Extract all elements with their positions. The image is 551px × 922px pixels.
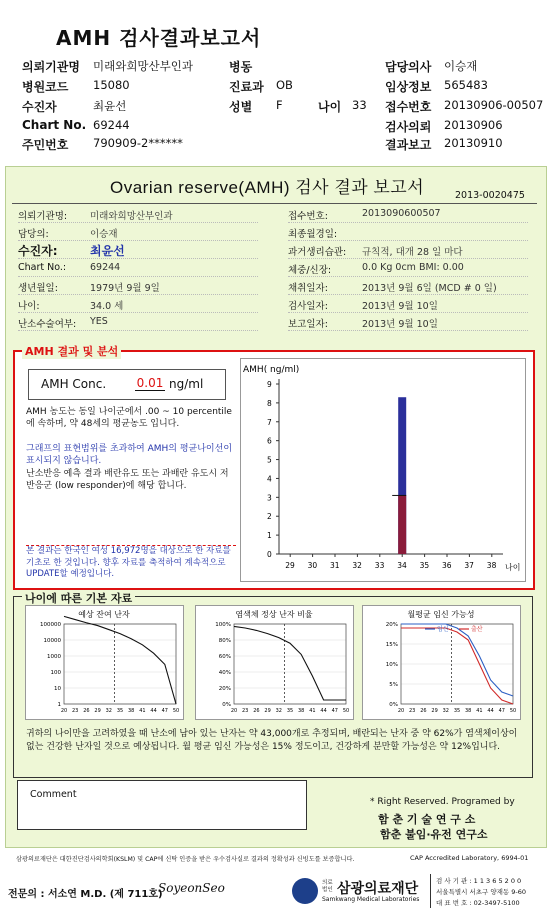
resident-value: 790909-2****** <box>93 136 183 150</box>
sample-info-label: 검사일자: <box>288 301 328 312</box>
legend-label: 출산 <box>471 626 483 633</box>
y-tick-label: 20% <box>385 622 398 628</box>
x-tick-label: 32 <box>442 708 449 714</box>
pregnancy-chance-frame <box>362 605 521 720</box>
sample-info-value: 2013090600507 <box>362 208 441 219</box>
x-tick-label: 37 <box>464 561 474 570</box>
y-tick-label: 1000 <box>47 654 61 660</box>
y-tick-label: 5 <box>267 455 272 465</box>
bar <box>398 495 406 554</box>
comment-label: Comment <box>30 789 77 800</box>
x-tick-label: 44 <box>487 708 494 714</box>
patient-info-value: 69244 <box>90 262 121 273</box>
y-tick-label: 15% <box>385 642 398 648</box>
x-tick-label: 35 <box>116 708 124 714</box>
comment-box <box>17 780 307 830</box>
signature: SoyeonSeo <box>158 881 225 895</box>
clinical-value: 565483 <box>444 78 488 92</box>
chart-value: 69244 <box>93 118 130 132</box>
x-tick-label: 32 <box>275 708 282 714</box>
request-value: 20130906 <box>444 118 503 132</box>
y-tick-label: 5% <box>389 682 398 688</box>
sample-info-label: 채취일자: <box>288 283 328 294</box>
report-value: 20130910 <box>444 136 503 150</box>
series-line <box>234 626 346 700</box>
y-tick-label: 1 <box>267 531 272 541</box>
x-tick-label: 29 <box>264 708 271 714</box>
amh-conc-value: 0.01 <box>136 376 164 390</box>
amh-response-prediction: 난소반응 예측 결과 배란유도 또는 과배란 유도시 저반응군 (low responder)에 해당 합니다. <box>26 469 229 491</box>
normal-egg-ratio-frame <box>195 605 354 720</box>
x-tick-label: 20 <box>230 708 238 714</box>
x-tick-label: 23 <box>72 708 79 714</box>
sample-info-value: 2013년 9월 10일 <box>362 301 438 312</box>
sample-info-value: 2013년 9월 6일 (MCD # 0 일) <box>362 283 497 294</box>
row-separator <box>288 222 528 223</box>
series-line <box>64 616 176 704</box>
patient-info-label: 수진자: <box>18 244 58 258</box>
y-tick-label: 60% <box>218 654 231 660</box>
clinical-label: 임상정보 <box>385 80 432 94</box>
x-tick-label: 35 <box>419 561 430 570</box>
x-tick-label: 50 <box>172 708 180 714</box>
patient-info-value: 최윤선 <box>90 244 125 258</box>
series-line <box>401 628 513 704</box>
x-tick-label: 35 <box>286 708 294 714</box>
y-tick-label: 10 <box>54 686 61 692</box>
x-tick-label: 47 <box>161 708 168 714</box>
patient-label: 수진자 <box>22 100 57 114</box>
y-tick-label: 100 <box>50 670 61 676</box>
x-tick-label: 38 <box>486 561 497 570</box>
pregnancy-chance-chart <box>363 606 520 719</box>
x-tick-label: 30 <box>307 561 318 570</box>
accreditation-text: 삼광의료재단은 대한진단검사의학회(KSLM) 및 CAP에 신탁 인증을 받은 우수검사실로 결과의 정확성과 신빙도를 보증합니다. <box>16 856 355 863</box>
address-text: 서울특별시 서초구 양재동 9-60 <box>436 888 527 896</box>
x-tick-label: 50 <box>342 708 350 714</box>
plot-area <box>64 624 176 704</box>
patient-info-label: 난소수술여부: <box>18 319 77 330</box>
x-tick-label: 33 <box>374 561 385 570</box>
x-tick-label: 20 <box>60 708 68 714</box>
x-tick-label: 23 <box>409 708 416 714</box>
ward-label: 병동 <box>229 60 253 74</box>
phone-text: 대 표 번 호 : 02-3497-5100 <box>436 899 520 907</box>
amh-chart-frame <box>240 358 526 582</box>
y-tick-label: 7 <box>267 417 272 427</box>
plot-area <box>234 624 346 704</box>
patient-info-label: Chart No.: <box>18 262 67 273</box>
y-tick-label: 9 <box>267 380 272 389</box>
patient-info-label: 담당의: <box>18 229 49 240</box>
y-tick-label: 0% <box>222 702 231 708</box>
amh-conc-box <box>28 369 226 400</box>
rights-text: * Right Reserved. Programed by <box>370 797 515 807</box>
patient-info-value: 이승재 <box>90 229 118 240</box>
amh-bar-chart <box>241 359 525 581</box>
row-separator <box>18 258 258 259</box>
patient-info-value: 1979년 9월 9일 <box>90 283 160 294</box>
y-tick-label: 8 <box>267 398 272 408</box>
sample-info-label: 과거생리습관: <box>288 247 347 258</box>
x-tick-label: 26 <box>420 708 427 714</box>
org-name: 삼광의료재단 <box>337 881 419 897</box>
remaining-eggs-frame <box>25 605 184 720</box>
footer-divider <box>430 874 431 908</box>
amh-conc-label: AMH Conc. <box>41 377 107 391</box>
sample-info-label: 최종월경일: <box>288 229 338 240</box>
x-tick-label: 29 <box>94 708 101 714</box>
row-separator <box>288 276 528 277</box>
y-tick-label: 1 <box>57 702 61 708</box>
row-separator <box>288 330 528 331</box>
y-tick-label: 0% <box>389 702 398 708</box>
y-tick-label: 40% <box>218 670 231 676</box>
x-tick-label: 38 <box>298 708 305 714</box>
remaining-eggs-chart <box>26 606 183 719</box>
patient-info-value: YES <box>90 316 108 327</box>
patient-info-value: 미래와희망산부인과 <box>90 211 173 222</box>
sample-info-value: 규칙적, 대개 28 일 마다 <box>362 247 463 258</box>
y-tick-label: 10000 <box>43 638 61 644</box>
row-separator <box>288 240 528 241</box>
patient-info-value: 34.0 세 <box>90 301 124 312</box>
report-label: 결과보고 <box>385 138 432 152</box>
legend-label: 임신 <box>437 626 449 633</box>
row-separator <box>288 258 528 259</box>
x-tick-label: 23 <box>242 708 249 714</box>
doctor-value: 이승재 <box>444 59 478 73</box>
reception-label: 접수번호 <box>385 100 432 114</box>
report-number: 2013-0020475 <box>455 190 525 201</box>
cap-text: CAP Accredited Laboratory, 6994-01 <box>410 854 529 862</box>
sample-info-value: 2013년 9월 10일 <box>362 319 438 330</box>
x-axis-label: 나이 <box>505 563 521 572</box>
institution-label: 의뢰기관명 <box>22 60 80 74</box>
row-separator <box>18 240 258 241</box>
y-tick-label: 2 <box>267 512 272 522</box>
y-axis-label: AMH( ng/ml) <box>243 365 300 375</box>
sample-info-label: 접수번호: <box>288 211 328 222</box>
row-separator <box>18 276 258 277</box>
hospital-code-value: 15080 <box>93 78 130 92</box>
dept-value: OB <box>276 78 293 92</box>
patient-value: 최윤선 <box>93 99 127 113</box>
y-tick-label: 4 <box>267 474 272 484</box>
x-tick-label: 41 <box>476 708 483 714</box>
amh-section-label: AMH 결과 및 분석 <box>22 343 121 359</box>
x-tick-label: 29 <box>285 561 295 570</box>
x-tick-label: 41 <box>139 708 146 714</box>
divider <box>12 203 537 204</box>
org-name-en: Samkwang Medical Laboratories <box>322 896 420 903</box>
row-separator <box>18 294 258 295</box>
chart-title: 염색체 정상 난자 비율 <box>235 610 313 619</box>
x-tick-label: 35 <box>453 708 461 714</box>
sample-info-label: 보고일자: <box>288 319 328 330</box>
age-value: 33 <box>352 98 367 112</box>
y-tick-label: 6 <box>267 436 272 446</box>
row-separator <box>288 294 528 295</box>
x-tick-label: 29 <box>431 708 438 714</box>
y-tick-label: 80% <box>218 638 231 644</box>
age-label: 나이 <box>318 100 342 114</box>
x-tick-label: 44 <box>320 708 327 714</box>
y-tick-label: 10% <box>385 662 398 668</box>
lab-name-1: 함 춘 기 술 연 구 소 <box>378 813 476 826</box>
sample-info-value: 0.0 Kg 0cm BMI: 0.00 <box>362 262 464 273</box>
x-tick-label: 36 <box>442 561 452 570</box>
x-tick-label: 47 <box>498 708 505 714</box>
amh-data-source-note: 본 결과는 한국인 여성 16,972명을 대상으로 한 자료를 기초로 한 것입니다. 향후 자료를 축적하여 계속적으로 UPDATE할 예정입니다. <box>26 545 236 581</box>
y-tick-label: 100000 <box>40 622 61 628</box>
sex-value: F <box>276 98 283 112</box>
chart-title: 월평균 임신 가능성 <box>407 610 475 619</box>
age-section-label: 나이에 따른 기본 자료 <box>22 590 135 606</box>
chart-label: Chart No. <box>22 118 87 132</box>
x-tick-label: 44 <box>150 708 157 714</box>
series-line <box>401 624 513 696</box>
doctor-label: 담당의사 <box>385 60 432 74</box>
y-tick-label: 3 <box>267 493 272 503</box>
dept-label: 진료과 <box>229 80 264 94</box>
institution-value: 미래와희망산부인과 <box>93 59 193 73</box>
x-tick-label: 26 <box>83 708 90 714</box>
specialist-text: 전문의 : 서소연 M.D. (제 711호) <box>8 889 163 900</box>
patient-info-label: 나이: <box>18 301 40 312</box>
age-summary: 귀하의 나이만을 고려하였을 때 난소에 남아 있는 난자는 약 43,000개로 추정되며, 배란되는 난자 중 약 62%가 염색체이상이 없는 건강한 난자일 것으로 예상됩니다. 월 평균 임신 가능성은 15% 정도이고, 건강하게 분만할 가능성은 약 12%입니다. <box>26 729 518 752</box>
x-tick-label: 20 <box>397 708 405 714</box>
org-small-label: 의료법인 <box>322 880 333 893</box>
x-tick-label: 38 <box>128 708 135 714</box>
hospital-code-label: 병원코드 <box>22 80 69 94</box>
patient-info-label: 의뢰기관명: <box>18 211 68 222</box>
page-title: AMH 검사결과보고서 <box>56 26 262 50</box>
org-logo-icon <box>292 878 318 904</box>
x-tick-label: 32 <box>105 708 112 714</box>
row-separator <box>18 312 258 313</box>
x-tick-label: 41 <box>309 708 316 714</box>
amh-conc-unit: ng/ml <box>169 377 204 391</box>
normal-egg-ratio-chart <box>196 606 353 719</box>
row-separator <box>18 222 258 223</box>
report-title: Ovarian reserve(AMH) 검사 결과 보고서 <box>110 178 425 197</box>
amh-interpretation: AMH 농도는 동일 나이군에서 .00 ~ 10 percentile에 속하며, 약 48세의 평균농도 입니다. <box>26 407 232 429</box>
patient-info-label: 생년월일: <box>18 283 58 294</box>
y-tick-label: 0 <box>267 550 272 559</box>
amh-out-of-range-note: 그래프의 표현범위를 초과하여 AMH의 평균나이선이 표시되지 않습니다. <box>26 444 233 466</box>
sex-label: 성별 <box>229 100 253 114</box>
x-tick-label: 47 <box>331 708 338 714</box>
x-tick-label: 32 <box>352 561 362 570</box>
y-tick-label: 100% <box>215 622 231 628</box>
lab-name-2: 함춘 불임·유전 연구소 <box>380 828 488 841</box>
row-separator <box>18 330 258 331</box>
x-tick-label: 34 <box>397 561 407 570</box>
row-separator <box>288 312 528 313</box>
x-tick-label: 26 <box>253 708 260 714</box>
x-tick-label: 31 <box>330 561 340 570</box>
registration-text: 검 사 기 관 : 1 1 3 6 5 2 0 0 <box>436 877 522 885</box>
resident-label: 주민번호 <box>22 138 69 152</box>
request-label: 검사의뢰 <box>385 120 432 134</box>
y-tick-label: 20% <box>218 686 231 692</box>
reception-value: 20130906-00507 <box>444 98 544 112</box>
chart-title: 예상 잔여 난자 <box>78 610 130 619</box>
x-tick-label: 38 <box>465 708 472 714</box>
sample-info-label: 체중/신장: <box>288 265 332 276</box>
x-tick-label: 50 <box>509 708 517 714</box>
